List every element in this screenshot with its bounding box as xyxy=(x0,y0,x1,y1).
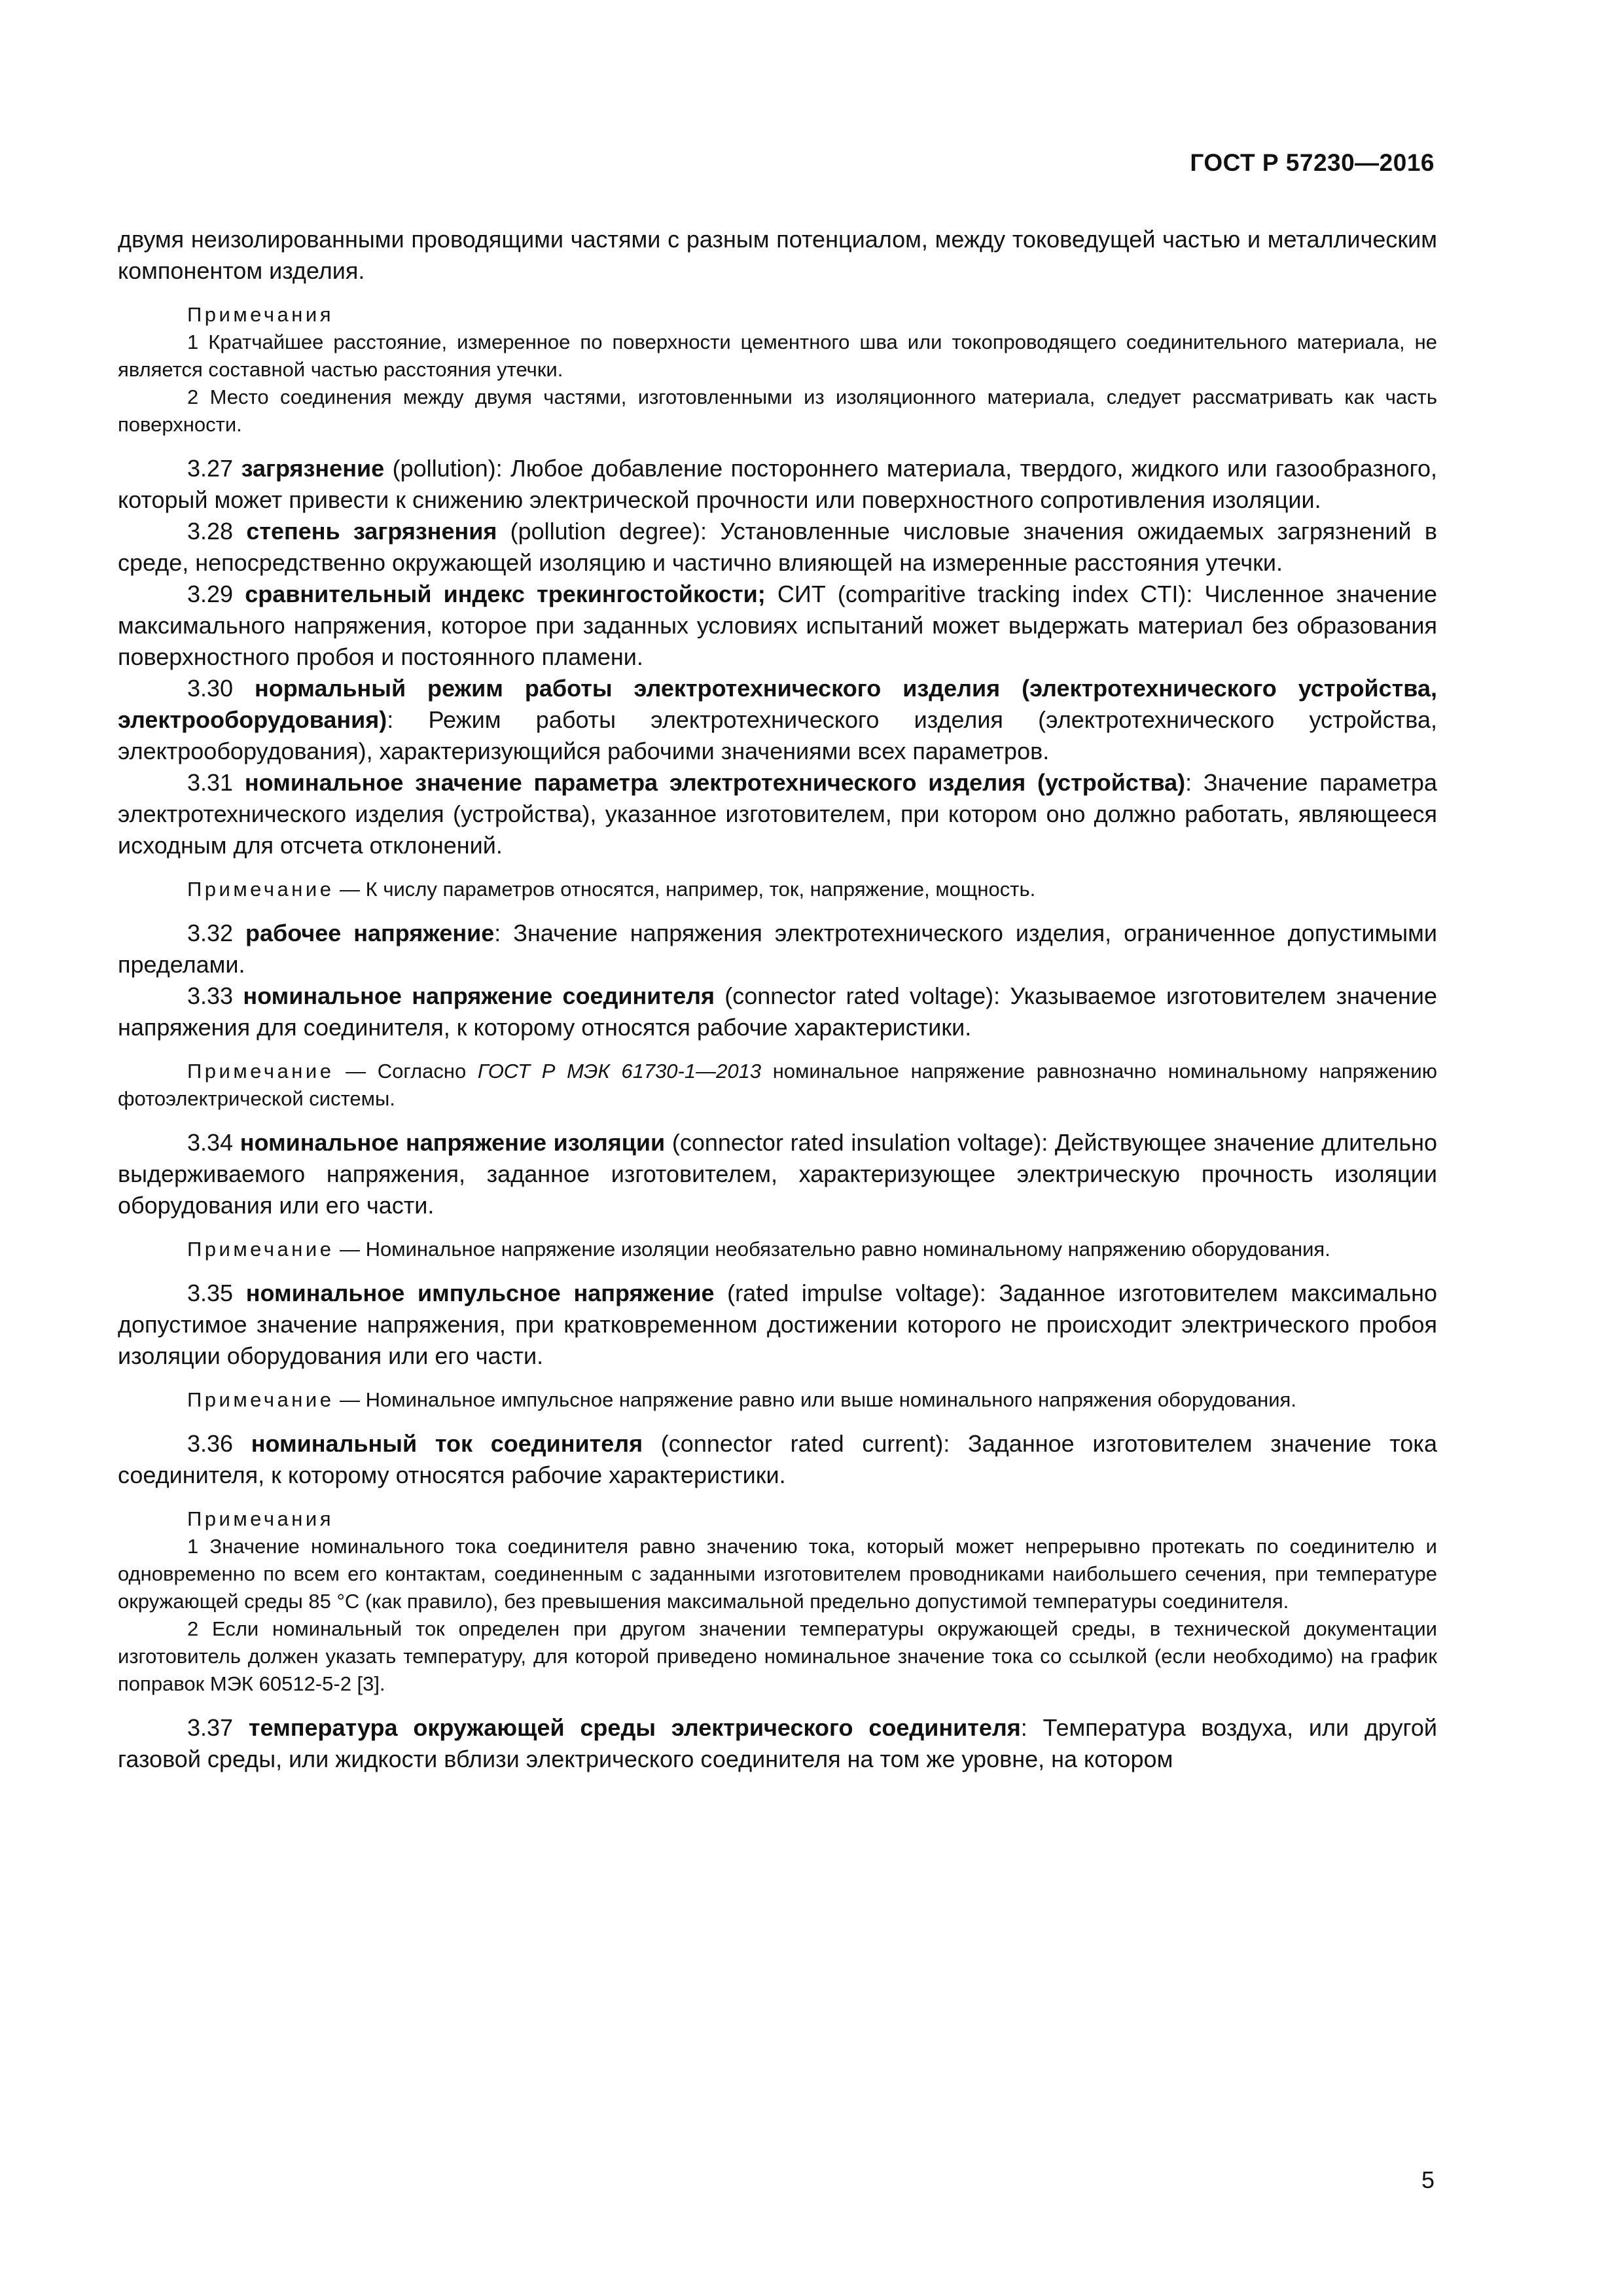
definition-3-32 xyxy=(118,918,1437,980)
document-header: ГОСТ Р 57230—2016 xyxy=(1190,149,1435,176)
note-item: 2 Если номинальный ток определен при другом значении температуры окружающей среды, в технической документации изготовитель должен указать температуру, для которой приведено номинальное значение тока со ссылкой (если необходимо) на график поправок МЭК 60512-5-2 [3]. xyxy=(118,1617,1437,1695)
note-text: — Номинальное импульсное напряжение равно или выше номинального напряжения оборудования. xyxy=(334,1388,1296,1411)
note-3-31 xyxy=(118,876,1437,903)
term: номинальное значение параметра электротехнического изделия (устройства) xyxy=(244,769,1186,796)
clause-number: 3.31 xyxy=(187,769,234,796)
definition-text: : Температура воздуха, или другой газовой среды, или жидкости вблизи электрического соединителя на том же уровне, на котором xyxy=(118,1714,1437,1772)
term: сравнительный индекс трекингостойкости; xyxy=(245,581,766,607)
definition-3-33 xyxy=(118,980,1437,1043)
clause-number: 3.27 xyxy=(187,455,234,482)
term: номинальное импульсное напряжение xyxy=(245,1280,715,1306)
clause-number: 3.36 xyxy=(187,1430,234,1457)
term: номинальное напряжение соединителя xyxy=(243,982,715,1009)
definition-3-27 xyxy=(118,453,1437,516)
note-text: номинальное напряжение равнозначно номинальному напряжению фотоэлектрической системы. xyxy=(118,1060,1437,1110)
definition-3-31 xyxy=(118,767,1437,861)
definition-3-29 xyxy=(118,579,1437,673)
term: рабочее напряжение xyxy=(245,920,495,946)
definition-text: : Режим работы электротехнического изделия (электротехнического устройства, электрооборудования), характеризующийся рабочими значениями всех параметров. xyxy=(118,706,1437,764)
note-label: Примечание xyxy=(187,1060,334,1083)
note-item: 1 Значение номинального тока соединителя равно значению тока, который может непрерывно протекать по соединителю и одновременно по всем его контактам, соединенным с заданными изготовителем проводниками наибольшего сечения, при температуре окружающей среды 85 °C (как правило), без превышения максимальной предельно допустимой температуры соединителя. xyxy=(118,1535,1437,1613)
note-3-34 xyxy=(118,1236,1437,1263)
definition-text: : Значение параметра электротехнического изделия (устройства), указанное изготовителем, при котором оно должно работать, являющееся исходным для отсчета отклонений. xyxy=(118,769,1437,859)
definition-3-36 xyxy=(118,1428,1437,1491)
clause-number: 3.29 xyxy=(187,581,234,607)
note-item: 2 Место соединения между двумя частями, изготовленными из изоляционного материала, следует рассматривать как часть поверхности. xyxy=(118,386,1437,436)
page-content xyxy=(118,224,1437,1775)
term: температура окружающей среды электрического соединителя xyxy=(248,1714,1021,1741)
note-label: Примечание xyxy=(187,1238,334,1261)
definition-text: (pollution degree): Установленные числовые значения ожидаемых загрязнений в среде, непосредственно окружающей изоляцию и частично влияющей на измеренные расстояния утечки. xyxy=(118,518,1437,576)
note-3-33 xyxy=(118,1058,1437,1113)
definition-3-30 xyxy=(118,673,1437,767)
note-text: — Номинальное напряжение изоляции необязательно равно номинальному напряжению оборудования. xyxy=(334,1238,1330,1261)
term: номинальное напряжение изоляции xyxy=(240,1129,666,1156)
definition-text: (pollution): Любое добавление постороннего материала, твердого, жидкого или газообразного, который может привести к снижению электрической прочности или поверхностного сопротивления изоляции. xyxy=(118,455,1437,513)
term: степень загрязнения xyxy=(246,518,497,545)
term: номинальный ток соединителя xyxy=(251,1430,643,1457)
definition-3-28 xyxy=(118,516,1437,579)
definition-text: СИТ (comparitive tracking index CTI): Численное значение максимального напряжения, которое при заданных условиях испытаний может выдержать материал без образования поверхностного пробоя и постоянного пламени. xyxy=(118,581,1437,670)
definition-3-35 xyxy=(118,1278,1437,1372)
note-label: Примечание xyxy=(187,878,334,901)
notes-heading: Примечания xyxy=(187,1507,334,1530)
note-label: Примечание xyxy=(187,1388,334,1411)
clause-number: 3.32 xyxy=(187,920,234,946)
note-item: 1 Кратчайшее расстояние, измеренное по поверхности цементного шва или токопроводящего соединительного материала, не является составной частью расстояния утечки. xyxy=(118,331,1437,381)
note-text: — Согласно xyxy=(334,1060,478,1083)
clause-number: 3.33 xyxy=(187,982,234,1009)
definition-3-37 xyxy=(118,1712,1437,1775)
clause-number: 3.37 xyxy=(187,1714,234,1741)
intro-paragraph: двумя неизолированными проводящими частями с разным потенциалом, между токоведущей частью и металлическим компонентом изделия. xyxy=(118,226,1437,284)
clause-number: 3.35 xyxy=(187,1280,234,1306)
standard-reference: ГОСТ Р МЭК 61730-1—2013 xyxy=(477,1060,762,1083)
clause-number: 3.34 xyxy=(187,1129,234,1156)
definition-text: (connector rated insulation voltage): Действующее значение длительно выдерживаемого напряжения, заданное изготовителем, характеризующее электрическую прочность изоляции оборудования или его части. xyxy=(118,1129,1437,1219)
term: загрязнение xyxy=(241,455,385,482)
definition-text: (connector rated voltage): Указываемое изготовителем значение напряжения для соединителя, к которому относятся рабочие характеристики. xyxy=(118,982,1437,1041)
clause-number: 3.30 xyxy=(187,675,234,702)
term: нормальный режим работы электротехнического изделия (электротехнического устройства, электрооборудования) xyxy=(118,675,1437,733)
note-text: — К числу параметров относятся, например, ток, напряжение, мощность. xyxy=(334,878,1036,901)
page-number: 5 xyxy=(1421,2166,1435,2193)
definition-3-34 xyxy=(118,1127,1437,1221)
notes-heading: Примечания xyxy=(187,303,334,326)
clause-number: 3.28 xyxy=(187,518,234,545)
note-3-35 xyxy=(118,1386,1437,1414)
definition-text: (connector rated current): Заданное изготовителем значение тока соединителя, к которому относятся рабочие характеристики. xyxy=(118,1430,1437,1488)
definition-text: (rated impulse voltage): Заданное изготовителем максимально допустимое значение напряжения, при кратковременном достижении которого не происходит электрического пробоя изоляции оборудования или его части. xyxy=(118,1280,1438,1369)
definition-text: : Значение напряжения электротехнического изделия, ограниченное допустимыми пределами. xyxy=(118,920,1437,978)
